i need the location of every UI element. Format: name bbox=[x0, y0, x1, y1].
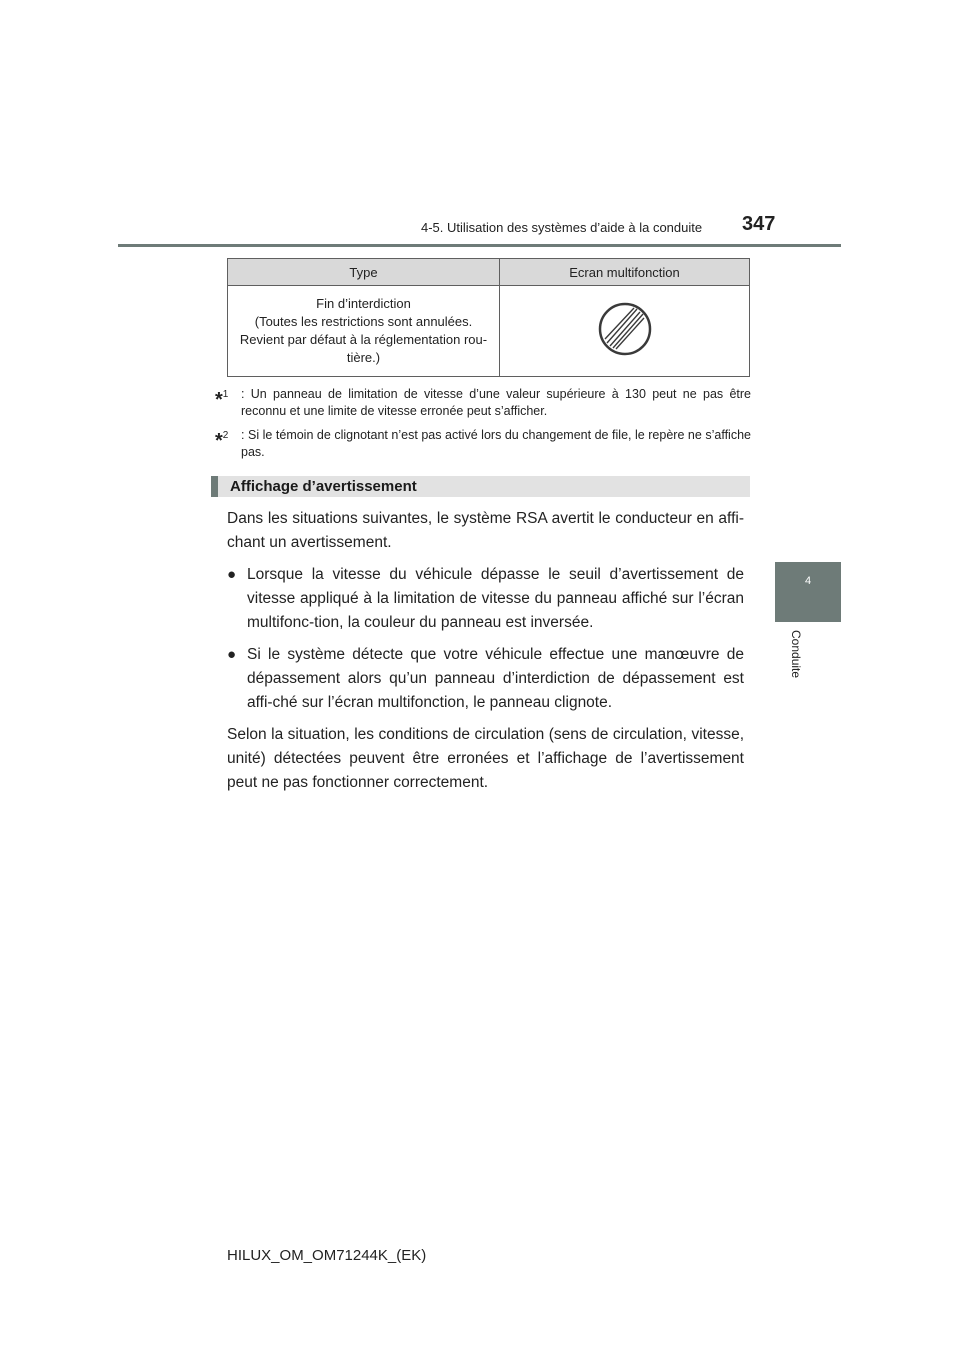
header-rule bbox=[118, 244, 841, 247]
section-body bbox=[227, 507, 744, 803]
table-header-display: Ecran multifonction bbox=[500, 259, 750, 286]
bullet-text: Lorsque la vitesse du véhicule dépasse le seuil d’avertissement de vitesse appliqué à la limitation de vitesse du panneau affiché sur l’écran multifonc-tion, la couleur du panneau est inversée. bbox=[247, 566, 744, 631]
list-item bbox=[227, 643, 744, 715]
footer-document-code: HILUX_OM_OM71244K_(EK) bbox=[227, 1247, 427, 1264]
type-line: Revient par défaut à la réglementation rou- bbox=[239, 332, 488, 347]
type-line: (Toutes les restrictions sont annulées. bbox=[254, 314, 473, 329]
table-cell-display bbox=[500, 286, 750, 377]
bullet-icon: ● bbox=[227, 646, 237, 663]
chapter-label: Conduite bbox=[789, 630, 803, 679]
table-cell-type bbox=[228, 286, 500, 377]
end-of-restriction-sign-icon bbox=[597, 301, 653, 357]
bullet-text: Si le système détecte que votre véhicule effectue une manœuvre de dépassement alors qu’un panneau d’interdiction de dépassement est affi-ché sur l’écran multifonction, le panneau clignote. bbox=[247, 646, 744, 711]
footnote-marker: *$^2$ bbox=[215, 430, 229, 453]
table-header-type: Type bbox=[228, 259, 500, 286]
footnote-text: : Un panneau de limitation de vitesse d’une valeur supérieure à 130 peut ne pas être reconnu et une limite de vitesse erronée peut s’afficher. bbox=[241, 387, 751, 418]
header-section-title: 4-5. Utilisation des systèmes d’aide à la conduite bbox=[421, 220, 703, 235]
table-row bbox=[228, 286, 750, 377]
chapter-tab bbox=[775, 562, 841, 622]
type-line: tière.) bbox=[346, 350, 381, 365]
footnotes bbox=[215, 386, 751, 468]
section-heading-text: Affichage d’avertissement bbox=[230, 478, 417, 495]
footnote bbox=[215, 427, 751, 461]
closing-paragraph: Selon la situation, les conditions de circulation (sens de circulation, vitesse, unité) détectées peuvent être erronées et l’affichage de l’avertissement peut ne pas fonctionner correctement. bbox=[227, 726, 744, 791]
list-item bbox=[227, 563, 744, 635]
bullet-icon: ● bbox=[227, 566, 237, 583]
footnote-marker: *$^1$ bbox=[215, 389, 229, 412]
footnote bbox=[215, 386, 751, 420]
page-number: 347 bbox=[742, 213, 776, 235]
footnote-text: : Si le témoin de clignotant n’est pas activé lors du changement de file, le repère ne s’affiche pas. bbox=[241, 428, 751, 459]
section-heading bbox=[211, 476, 750, 497]
table-header-row bbox=[228, 259, 750, 286]
intro-paragraph: Dans les situations suivantes, le système RSA avertit le conducteur en affi-chant un avertissement. bbox=[227, 510, 744, 551]
chapter-number: 4 bbox=[804, 575, 812, 587]
sign-type-table bbox=[227, 258, 750, 377]
type-line: Fin d’interdiction bbox=[316, 296, 411, 311]
